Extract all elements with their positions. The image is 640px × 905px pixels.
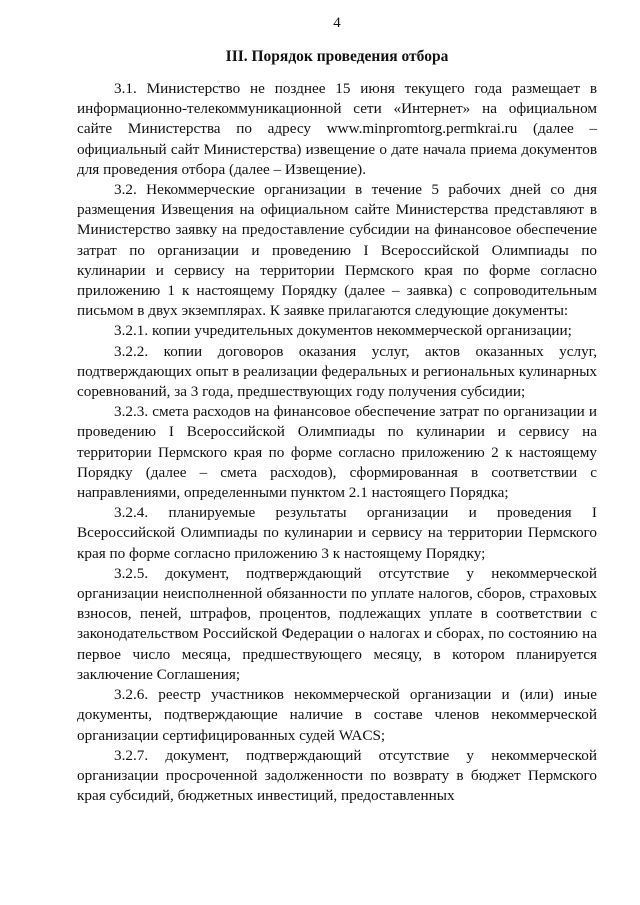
paragraph-3-2-4: 3.2.4. планируемые результаты организации и проведения I Всероссийской Олимпиады по кулинарии и сервису на территории Пермского края по форме согласно приложению 3 к настоящему Порядку; bbox=[77, 504, 597, 562]
page-number: 4 bbox=[333, 15, 341, 31]
document-page bbox=[77, 14, 597, 806]
paragraph-3-2: 3.2. Некоммерческие организации в течение 5 рабочих дней со дня размещения Извещения на официальном сайте Министерства представляют в Министерство заявку на предоставление субсидии на финансовое обеспечение затрат по организации и проведению I Всероссийской Олимпиады по кулинарии и сервису на территории Пермского края по форме согласно приложению 1 к настоящему Порядку (далее – заявка) с сопроводительным письмом в двух экземплярах. К заявке прилагаются следующие документы: bbox=[77, 181, 597, 320]
paragraph-3-2-3: 3.2.3. смета расходов на финансовое обеспечение затрат по организации и проведению I Всероссийской Олимпиады по кулинарии и сервису на территории Пермского края по форме согласно приложению 2 к настоящему Порядку (далее – смета расходов), сформированная в соответствии с направлениями, определенными пунктом 2.1 настоящего Порядка; bbox=[77, 403, 597, 502]
paragraph-3-2-5: 3.2.5. документ, подтверждающий отсутствие у некоммерческой организации неисполненной обязанности по уплате налогов, сборов, страховых взносов, пеней, штрафов, процентов, подлежащих уплате в соответствии с законодательством Российской Федерации о налогах и сборах, по состоянию на первое число месяца, предшествующего месяцу, в котором планируется заключение Соглашения; bbox=[77, 564, 597, 683]
paragraph-3-2-6: 3.2.6. реестр участников некоммерческой организации и (или) иные документы, подтверждающие наличие в составе членов некоммерческой организации сертифицированных судей WACS; bbox=[77, 686, 597, 744]
section-title: III. Порядок проведения отбора bbox=[225, 48, 449, 65]
paragraph-3-2-1: 3.2.1. копии учредительных документов некоммерческой организации; bbox=[114, 322, 572, 340]
paragraph-3-2-7: 3.2.7. документ, подтверждающий отсутствие у некоммерческой организации просроченной задолженности по возврату в бюджет Пермского края субсидий, бюджетных инвестиций, предоставленных bbox=[77, 746, 597, 805]
paragraph-3-2-2: 3.2.2. копии договоров оказания услуг, актов оказанных услуг, подтверждающих опыт в реализации федеральных и региональных кулинарных соревнований, за 3 года, предшествующих году получения субсидии; bbox=[77, 342, 597, 401]
paragraph-3-1: 3.1. Министерство не позднее 15 июня текущего года размещает в информационно-телекоммуникационной сети «Интернет» на официальном сайте Министерства по адресу www.minpromtorg.permkrai.ru (далее – официальный сайт Министерства) извещение о дате начала приема документов для проведения отбора (далее – Извещение). bbox=[77, 80, 597, 178]
